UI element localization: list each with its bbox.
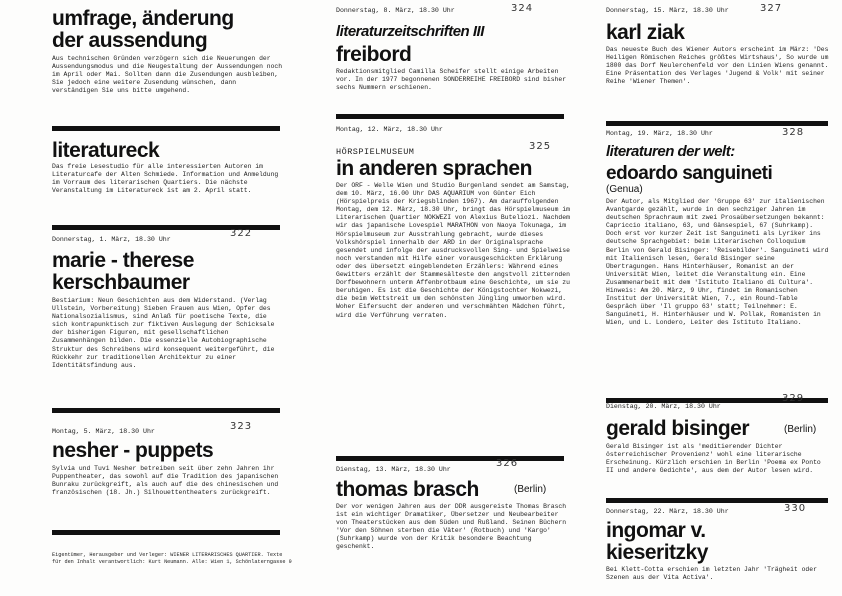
heading-karl-ziak: karl ziak (606, 21, 685, 44)
text-karl-ziak: Das neueste Buch des Wiener Autors erscheint im März: 'Des Heiligen Römischen Reiches größtes Wirtshaus', So wurde um 1800 das Dorf Neulerchenfeld vor den Linien Wiens genannt. Eine Präsentation des Verlages 'Jugend & Volk' mit seiner Reihe 'Wiener Themen'. (606, 46, 829, 86)
handwritten-number: 324 (511, 3, 534, 14)
heading-aussendung: der aussendung (52, 29, 208, 52)
handwritten-number: 322 (230, 228, 253, 239)
text-freibord: Redaktionsmitglied Camilla Scheifer stellt einige Arbeiten vor. In der 1977 begonnenen SONDERREIHE FREIBORD sind bisher sechs Nummern erschienen. (336, 68, 567, 92)
handwritten-number: 323 (230, 421, 253, 432)
text-umfrage: Aus technischen Gründen verzögern sich die Neuerungen der Aussendungsmodus und die Neugestaltung der Aussendungen noch im April oder Mai. Sollten dann die Zusendungen ausbleiben, Sie jedoch eine weitere Zusendung wünschen, dann verständigen Sie uns bitte umgehend. (52, 55, 283, 95)
divider (336, 456, 564, 461)
heading-anderen-sprachen: in anderen sprachen (336, 157, 532, 180)
date-5-maerz: Montag, 5. März, 18.30 Uhr (52, 428, 155, 435)
heading-umfrage: umfrage, änderung (52, 7, 234, 30)
heading-gerald-bisinger: gerald bisinger (606, 417, 750, 440)
divider (52, 126, 280, 131)
date-1-maerz: Donnerstag, 1. März, 18.30 Uhr (52, 236, 171, 243)
heading-nesher: nesher - puppets (52, 439, 214, 462)
date-12-maerz: Montag, 12. März, 18.30 Uhr (336, 126, 443, 133)
date-19-maerz: Montag, 19. März, 18.30 Uhr (606, 130, 713, 137)
date-15-maerz: Donnerstag, 15. März, 18.30 Uhr (606, 7, 729, 14)
divider (52, 408, 280, 413)
text-marie: Bestiarium: Neun Geschichten aus dem Widerstand. (Verlag Ullstein, Vorbereitung) Sieben Frauen aus Wien, Opfer des Nationalsozialismus, sind Anlaß für poetische Texte, die sich kontrapunktisch zur fiktiven Auslegung der Schicksale der bisherigen Figuren, mit gesellschaftlichen Zusammenhängen bilden. Die essenzielle Autobiographische Struktur des Schreibens wird konsequent weitergeführt, die Rückkehr zur traditionellen Architektur zu einer Identitätsfindung aus. (52, 297, 275, 369)
heading-literaturen-der-welt: literaturen der welt: (606, 143, 735, 160)
text-thomas-brasch: Der vor wenigen Jahren aus der DDR ausgereiste Thomas Brasch ist ein wichtiger Dramatiker, Übersetzer und Neubearbeiter von Theaterstücken aus dem Süden und Rußland. Seinen Büchern 'Vor den Söhnen sterben die Väter' (Rotbuch) und 'Kargo' (Suhrkamp) wurde von der Kritik besondere Beachtung geschenkt. (336, 503, 567, 551)
subtitle-berlin: (Berlin) (784, 424, 817, 435)
text-literatureck: Das freie Lesestudio für alle interessierten Autoren im Literaturcafe der Alten Schmiede. Information und Anmeldung im Vorraum des literarischen Quartiers. Die nächste Veranstaltung im Literatureck ist am 2. April statt. (52, 163, 279, 195)
divider (52, 530, 280, 535)
handwritten-number: 325 (529, 141, 552, 152)
heading-literaturzeitschriften: literaturzeitschriften III (336, 23, 484, 40)
text-edoardo-sanguineti: Der Autor, als Mitglied der 'Gruppe 63' zur italienischen Avantgarde gezählt, wurde in den sechziger Jahren im deutschen Sprachraum mit zwei Prosaübersetzungen bekannt: Capriccio italiano, 63, und Gänsespiel, 67 (Suhrkamp). Doch erst vor kurzer Zeit ist Sanguineti als Lyriker ins deutsche Sprachgebiet: beim Literarischen Colloquium Berlin von Gerald Bisinger: 'Reisebilder'. Sanguineti wird mit Italienisch lesen, Gerald Bisinger seine Übertragungen. Hans Hinterhäuser, Romanist an der Universität Wien, leitet die Veranstaltung ein. Eine Zusammenarbeit mit dem 'Istituto Italiano di Cultura'. Hinweis: Am 20. März, 9 Uhr, findet im Romanischen Institut der Universität Wien, 7., ein Round-Table Gespräch über 'Il gruppo 63' statt; Teilnehmer: E. Sanguineti, H. Hinterhäuser und W. Pollak, Romanisten in Wien, und L. Londero, Leiter des Istituto Italiano. (606, 198, 829, 327)
divider (606, 121, 828, 126)
date-8-maerz: Donnerstag, 8. März, 18.30 Uhr (336, 7, 455, 14)
subtitle-berlin: (Berlin) (514, 484, 547, 495)
heading-thomas-brasch: thomas brasch (336, 478, 479, 501)
date-22-maerz: Donnerstag, 22. März, 18.30 Uhr (606, 508, 729, 515)
subtitle-genua: (Genua) (606, 184, 643, 195)
date-20-maerz: Dienstag, 20. März, 18.30 Uhr (606, 403, 721, 410)
heading-marie: marie - therese (52, 249, 194, 272)
heading-kieseritzky: kieseritzky (606, 541, 708, 564)
text-nesher: Sylvia und Tuvi Nesher betreiben seit über zehn Jahren ihr Puppentheater, das sowohl auf die Tradition des japanischen Bunraku zurückgreift, als auch auf die des chinesischen und französischen (18. Jh.) Silhouettentheaters zurückgreift. (52, 465, 279, 497)
text-gerald-bisinger: Gerald Bisinger ist als 'meditierender Dichter österreichischer Provenienz' wohl eine literarische Erscheinung. Kürzlich erschien in Berlin 'Poema ex Ponto II und andere Gedichte', aus dem der Autor lesen wird. (606, 443, 821, 475)
imprint-footer: Eigentümer, Herausgeber und Verleger: WIENER LITERARISCHES QUARTIER. Texte für den Inhalt verantwortlich: Kurt Neumann. Alle: Wien 1, Schönlaterngasse 9 (52, 552, 292, 565)
divider (336, 114, 564, 119)
text-anderen-sprachen: Der ORF - Welle Wien und Studio Burgenland sendet am Samstag, dem 10. März, 16.00 Uhr DAS AQUARIUM von Günter Eich (Hörspielpreis der Kriegsblinden 1967). Am darauffolgenden Montag, dem 12. März, 18.30 Uhr, bringt das Hörspielmuseum im Literarischen Quartier NOKWEZI von Alexius Buteliozi. Nachdem wir das japanische Lovespiel MARATHON von Naoya Tokunaga, im Hörspielmuseum zur Ausstrahlung gebracht, wurde dieses Volkshörspiel innerhalb der ARD in der Originalsprache gesendet und infolge der ausdrucksvollen Sing- und Spielweise noch verstanden mit Hilfe einer vorausgeschickten Erklärung oder des übersetzt eingeblendeten Erzählers: Während eines Gewitters erzählt der Stammesälteste den angstvoll zitternden Dorfbewohnern unterm Affenbrotbaum eine Geschichte, um sie zu beruhigen. Es ist die Geschichte der Königstochter Nokwezi, die beim Wettstreit um den schönsten Jüngling umworben wird. Woher Eifersucht der anderen und verschmähten Mädchen führt, wird die Verführung verraten. (336, 182, 570, 319)
heading-ingomar: ingomar v. (606, 519, 706, 542)
heading-freibord: freibord (336, 43, 412, 66)
handwritten-number: 329 (782, 393, 805, 404)
handwritten-number: 328 (782, 127, 805, 138)
handwritten-number: 327 (760, 3, 783, 14)
heading-literatureck: literatureck (52, 139, 160, 162)
heading-kerschbaumer: kerschbaumer (52, 271, 190, 294)
date-13-maerz: Dienstag, 13. März, 18.30 Uhr (336, 466, 451, 473)
handwritten-number: 330 (784, 503, 807, 514)
label-hoerspielmuseum: HÖRSPIELMUSEUM (336, 147, 415, 157)
heading-edoardo-sanguineti: edoardo sanguineti (606, 163, 773, 184)
text-ingomar: Bei Klett-Cotta erschien im letzten Jahr 'Trägheit oder Szenen aus der Vita Activa'. (606, 566, 817, 582)
handwritten-number: 326 (496, 458, 519, 469)
